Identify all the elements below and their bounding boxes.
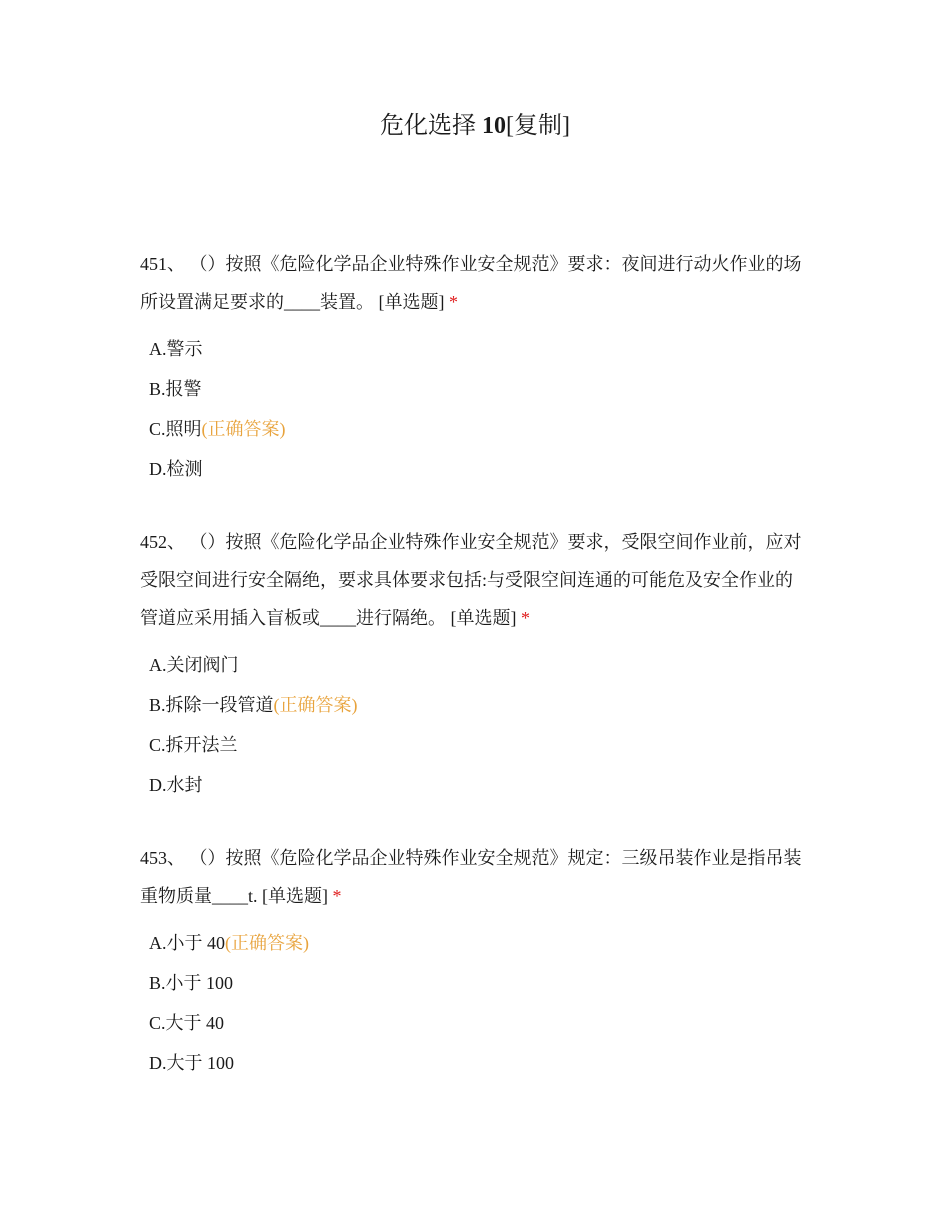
page-title — [0, 108, 950, 144]
question-451 — [140, 245, 810, 489]
question-number: 453、 — [140, 848, 185, 868]
required-mark: * — [332, 886, 342, 906]
title-number: 10 — [482, 113, 506, 139]
question-stem — [140, 839, 810, 915]
option-text: 照明 — [165, 419, 202, 439]
question-text: （）按照《危险化学品企业特殊作业安全规范》要求：夜间进行动火作业的场所设置满足要求的____装置。 — [140, 254, 802, 312]
question-number: 451、 — [140, 254, 185, 274]
option-text: 小于 40 — [166, 933, 225, 953]
option-text: 小于 100 — [165, 973, 234, 993]
option-text: 关闭阀门 — [166, 655, 239, 675]
correct-answer-tag: (正确答案) — [273, 695, 358, 715]
title-suffix: [复制] — [506, 113, 570, 139]
question-text: （）按照《危险化学品企业特殊作业安全规范》要求，受限空间作业前，应对受限空间进行安全隔绝，要求具体要求包括:与受限空间连通的可能危及安全作业的管道应采用插入盲板或____进行隔绝。 — [140, 532, 802, 628]
option-b[interactable] — [140, 369, 810, 409]
option-c[interactable] — [140, 725, 810, 765]
option-text: 拆开法兰 — [165, 735, 238, 755]
option-letter: A. — [149, 655, 167, 675]
option-text: 拆除一段管道 — [165, 695, 274, 715]
option-a[interactable] — [140, 923, 810, 963]
required-mark: * — [521, 608, 530, 628]
question-number: 452、 — [140, 532, 185, 552]
option-letter: B. — [149, 379, 166, 399]
question-type-label: [单选题] — [450, 608, 517, 628]
option-letter: D. — [149, 1053, 167, 1073]
option-letter: C. — [149, 735, 166, 755]
question-453 — [140, 839, 810, 1083]
option-letter: C. — [149, 1013, 166, 1033]
option-letter: B. — [149, 695, 166, 715]
option-letter: A. — [149, 339, 167, 359]
option-b[interactable] — [140, 963, 810, 1003]
option-text: 大于 100 — [166, 1053, 234, 1073]
option-a[interactable] — [140, 329, 810, 369]
option-b[interactable] — [140, 685, 810, 725]
option-letter: C. — [149, 419, 166, 439]
question-stem — [140, 523, 810, 637]
option-d[interactable] — [140, 765, 810, 805]
question-stem — [140, 245, 810, 321]
option-c[interactable] — [140, 409, 810, 449]
option-letter: D. — [149, 775, 167, 795]
option-c[interactable] — [140, 1003, 810, 1043]
option-letter: D. — [149, 459, 167, 479]
option-text: 水封 — [166, 775, 203, 795]
option-letter: B. — [149, 973, 166, 993]
question-type-label: [单选题] — [262, 886, 329, 906]
correct-answer-tag: (正确答案) — [225, 933, 309, 953]
title-prefix: 危化选择 — [380, 113, 482, 139]
question-452 — [140, 523, 810, 805]
option-a[interactable] — [140, 645, 810, 685]
option-d[interactable] — [140, 1043, 810, 1083]
correct-answer-tag: (正确答案) — [201, 419, 286, 439]
option-text: 报警 — [165, 379, 202, 399]
option-text: 警示 — [166, 339, 203, 359]
question-list — [140, 245, 810, 1117]
option-text: 检测 — [166, 459, 203, 479]
required-mark: * — [449, 292, 458, 312]
question-type-label: [单选题] — [378, 292, 445, 312]
option-text: 大于 40 — [165, 1013, 225, 1033]
question-text: （）按照《危险化学品企业特殊作业安全规范》规定：三级吊装作业是指吊装重物质量____t. — [140, 848, 802, 906]
option-letter: A. — [149, 933, 167, 953]
option-d[interactable] — [140, 449, 810, 489]
